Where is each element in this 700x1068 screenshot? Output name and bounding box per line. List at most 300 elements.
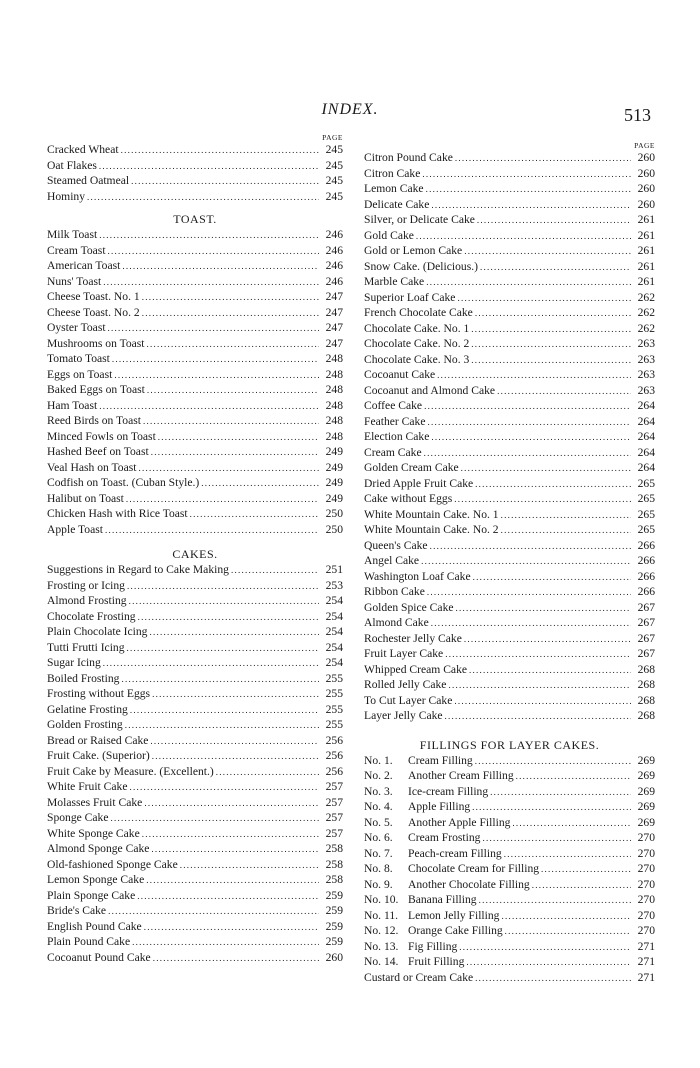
dot-leader [454, 693, 631, 710]
dot-leader [424, 445, 631, 462]
index-entry [364, 445, 655, 461]
index-entry [364, 243, 655, 259]
index-entry [47, 671, 343, 687]
entry-title: Superior Loaf Cake [364, 290, 456, 304]
entry-title: Golden Cream Cake [364, 461, 459, 474]
dot-leader [130, 702, 319, 719]
entry-page: 255 [325, 687, 343, 700]
dot-leader [501, 507, 631, 524]
index-entry [47, 686, 343, 702]
entry-title: Hominy [47, 189, 86, 203]
dot-leader [152, 686, 319, 703]
running-header-title: INDEX. [321, 101, 379, 118]
index-entry [47, 227, 343, 243]
index-entry [47, 367, 343, 383]
dot-leader [201, 475, 319, 492]
entry-title: Fig Filling [408, 939, 458, 953]
entry-page: 268 [637, 693, 655, 707]
dot-leader [152, 748, 319, 765]
entry-title: Old-fashioned Sponge Cake [47, 857, 178, 871]
index-entry [47, 429, 343, 445]
index-entry [364, 197, 655, 213]
dot-leader [471, 321, 631, 338]
dot-leader [455, 150, 631, 167]
entry-title: Apple Filling [408, 800, 471, 813]
entry-page: 260 [637, 151, 655, 164]
entry-title: Golden Frosting [47, 718, 123, 731]
index-entry [364, 460, 655, 476]
dot-leader [466, 954, 631, 971]
entry-page: 259 [325, 904, 343, 917]
index-entry [47, 258, 343, 274]
dot-leader [422, 166, 631, 183]
entry-page: 247 [325, 305, 343, 319]
entry-title: Chocolate Cake. No. 3 [364, 352, 470, 366]
index-entry [47, 475, 343, 491]
dot-leader [427, 584, 631, 601]
entry-page: 268 [637, 678, 655, 691]
entry-title: Chocolate Cake. No. 2 [364, 337, 470, 350]
index-entry [47, 733, 343, 749]
entry-page: 255 [325, 718, 343, 731]
dot-leader [445, 646, 631, 663]
entry-title: Ham Toast [47, 398, 98, 412]
dot-leader [424, 398, 631, 415]
entry-page: 265 [637, 492, 655, 505]
entry-title: White Mountain Cake. No. 2 [364, 523, 499, 536]
entry-title: Boiled Frosting [47, 671, 120, 685]
entry-title: French Chocolate Cake [364, 306, 473, 319]
entry-title: Bread or Raised Cake [47, 733, 149, 747]
dot-leader [437, 367, 631, 384]
dot-leader [142, 826, 319, 843]
index-entry [364, 212, 655, 228]
index-entry [47, 764, 343, 780]
dot-leader [480, 259, 631, 276]
entry-page: 249 [325, 491, 343, 505]
dot-leader [471, 336, 631, 353]
entry-title: Golden Spice Cake [364, 600, 454, 614]
index-entry [47, 336, 343, 352]
entry-page: 267 [637, 616, 655, 629]
index-entry [47, 640, 343, 656]
entry-page: 247 [325, 290, 343, 303]
dot-leader [190, 506, 319, 523]
entry-title: Lemon Sponge Cake [47, 873, 145, 886]
entry-title: Chocolate Frosting [47, 609, 136, 623]
dot-leader [137, 888, 319, 905]
entry-title: Citron Pound Cake [364, 151, 453, 164]
list-cakes-entries [47, 562, 343, 965]
entry-page: 271 [637, 970, 655, 984]
dot-leader [501, 908, 631, 925]
dot-leader [471, 352, 631, 369]
dot-leader [144, 795, 319, 812]
entry-page: 248 [325, 367, 343, 381]
dot-leader [99, 398, 319, 415]
index-entry [47, 810, 343, 826]
entry-page: 269 [637, 800, 655, 813]
dot-leader [532, 877, 631, 894]
entry-title: Gold Cake [364, 228, 414, 242]
dot-leader [482, 830, 631, 847]
index-entry [364, 662, 655, 678]
dot-leader [138, 609, 319, 626]
dot-leader [426, 181, 631, 198]
section-heading-fillings: FILLINGS FOR LAYER CAKES. [419, 737, 600, 752]
entry-title: Sugar Icing [47, 656, 101, 669]
entry-title: To Cut Layer Cake [364, 693, 453, 707]
index-entry [364, 367, 655, 383]
index-entry [47, 578, 343, 594]
index-column-left [47, 133, 343, 965]
entry-title: Chocolate Cream for Filling [408, 862, 540, 875]
entry-title: Halibut on Toast [47, 491, 124, 505]
entry-title: Cheese Toast. No. 2 [47, 305, 140, 319]
entry-page: 271 [637, 955, 655, 968]
entry-page: 256 [325, 749, 343, 762]
entry-page: 248 [325, 352, 343, 365]
entry-page: 266 [637, 585, 655, 598]
entry-page: 263 [637, 337, 655, 350]
index-entry [364, 677, 655, 693]
dot-leader [125, 717, 319, 734]
dot-leader [459, 939, 631, 956]
entry-page: 262 [637, 321, 655, 335]
index-entry [47, 950, 343, 966]
dot-leader [126, 491, 319, 508]
entry-page: 263 [637, 352, 655, 366]
dot-leader [142, 289, 319, 306]
index-entry [47, 872, 343, 888]
entry-page: 261 [637, 275, 655, 288]
entry-title: Almond Frosting [47, 594, 127, 607]
entry-title: Steamed Oatmeal [47, 174, 130, 187]
entry-page: 259 [325, 888, 343, 902]
entry-number: No. 9. [364, 877, 393, 891]
entry-title: Lemon Jelly Filling [408, 908, 500, 922]
entry-number: No. 3. [364, 784, 393, 798]
entry-title: White Sponge Cake [47, 826, 140, 840]
entry-page: 267 [637, 647, 655, 660]
entry-title: Gold or Lemon Cake [364, 244, 463, 257]
entry-title: Tomato Toast [47, 352, 110, 365]
entry-title: White Mountain Cake. No. 1 [364, 507, 499, 521]
entry-title: Bride's Cake [47, 904, 107, 917]
index-entry [47, 382, 343, 398]
dot-leader [142, 305, 319, 322]
entry-page: 249 [325, 460, 343, 474]
entry-title: Angel Cake [364, 554, 420, 567]
dot-leader [130, 779, 320, 796]
index-entry [364, 753, 655, 769]
dot-leader [541, 861, 631, 878]
dot-leader [87, 189, 319, 206]
entry-title: Cake without Eggs [364, 492, 453, 505]
entry-title: Delicate Cake [364, 197, 430, 211]
entry-title: Election Cake [364, 430, 430, 443]
entry-title: Banana Filling [408, 893, 477, 906]
entry-title: Frosting without Eggs [47, 687, 151, 700]
entry-title: Washington Loaf Cake [364, 569, 471, 583]
index-entry [47, 305, 343, 321]
entry-page: 265 [637, 523, 655, 536]
entry-title: Cream Frosting [408, 831, 481, 844]
dot-leader [501, 522, 631, 539]
index-entry [47, 289, 343, 305]
dot-leader [430, 538, 631, 555]
dot-leader [108, 903, 319, 920]
dot-leader [454, 491, 631, 508]
index-entry [47, 888, 343, 904]
entry-number: No. 11. [364, 908, 399, 922]
index-entry [47, 506, 343, 522]
entry-title: Marble Cake [364, 275, 425, 288]
entry-title: Plain Chocolate Icing [47, 625, 148, 638]
entry-title: Dried Apple Fruit Cake [364, 476, 474, 490]
index-entry [47, 717, 343, 733]
entry-page: 246 [325, 243, 343, 257]
entry-title: Chocolate Cake. No. 1 [364, 321, 470, 335]
entry-page: 260 [637, 182, 655, 195]
dot-leader [121, 671, 319, 688]
entry-page: 263 [637, 383, 655, 397]
dot-leader [445, 708, 631, 725]
entry-title: Gelatine Frosting [47, 702, 128, 716]
entry-title: Fruit Cake by Measure. (Excellent.) [47, 764, 214, 778]
index-entry [47, 491, 343, 507]
index-entry [364, 553, 655, 569]
dot-leader [111, 810, 319, 827]
entry-title: Feather Cake [364, 414, 426, 428]
dot-leader [475, 476, 631, 493]
dot-leader [144, 919, 319, 936]
entry-title: Cream Cake [364, 445, 422, 459]
dot-leader [112, 351, 319, 368]
dot-leader [127, 640, 319, 657]
entry-page: 269 [637, 815, 655, 829]
index-entry [47, 624, 343, 640]
index-entry [364, 181, 655, 197]
entry-page: 264 [637, 414, 655, 428]
entry-title: Milk Toast [47, 228, 98, 241]
dot-leader [475, 305, 631, 322]
entry-title: Another Chocolate Filling [408, 877, 530, 891]
entry-page: 259 [325, 919, 343, 933]
entry-number: No. 8. [364, 862, 393, 875]
entry-title: Eggs on Toast [47, 367, 113, 381]
index-entry [47, 522, 343, 538]
index-entry [364, 274, 655, 290]
index-entry [364, 830, 655, 846]
entry-title: White Fruit Cake [47, 780, 128, 793]
entry-title: Snow Cake. (Delicious.) [364, 259, 478, 273]
index-entry [47, 243, 343, 259]
dot-leader [147, 382, 319, 399]
entry-page: 260 [325, 950, 343, 964]
dot-leader [149, 624, 319, 641]
entry-title: Another Apple Filling [408, 815, 511, 829]
dot-leader [108, 320, 319, 337]
index-entry [47, 655, 343, 671]
entry-title: Oyster Toast [47, 321, 106, 334]
dot-leader [151, 841, 319, 858]
entry-title: Minced Fowls on Toast [47, 429, 156, 443]
entry-title: Silver, or Delicate Cake [364, 213, 475, 226]
entry-page: 256 [325, 764, 343, 778]
dot-leader [129, 593, 319, 610]
entry-page: 248 [325, 414, 343, 427]
index-entry [364, 150, 655, 166]
entry-page: 266 [637, 538, 655, 552]
entry-number: No. 7. [364, 846, 393, 860]
index-entry [364, 476, 655, 492]
entry-title: Chicken Hash with Rice Toast [47, 507, 188, 520]
dot-leader [472, 799, 631, 816]
entry-title: English Pound Cake [47, 919, 142, 933]
dot-leader [153, 950, 319, 967]
page-number: 513 [624, 105, 651, 125]
entry-title: Cheese Toast. No. 1 [47, 290, 140, 303]
index-entry [364, 970, 655, 986]
index-entry [364, 600, 655, 616]
index-entry [47, 795, 343, 811]
dot-leader [99, 227, 319, 244]
entry-title: Almond Cake [364, 616, 429, 629]
entry-page: 270 [637, 846, 655, 860]
entry-title: Coffee Cake [364, 399, 423, 412]
dot-leader [114, 367, 319, 384]
entry-page: 248 [325, 398, 343, 412]
entry-page: 271 [637, 939, 655, 953]
index-entry [364, 538, 655, 554]
entry-page: 268 [637, 662, 655, 676]
index-entry [364, 646, 655, 662]
page-column-label: PAGE [322, 133, 343, 142]
entry-page: 270 [637, 908, 655, 922]
dot-leader [99, 158, 319, 175]
entry-page: 261 [637, 213, 655, 226]
entry-page: 267 [637, 631, 655, 645]
entry-number: No. 10. [364, 893, 399, 906]
entry-title: American Toast [47, 259, 121, 272]
entry-page: 254 [325, 594, 343, 607]
index-entry [47, 609, 343, 625]
entry-page: 245 [325, 189, 343, 203]
index-entry [47, 351, 343, 367]
entry-title: Frosting or Icing [47, 578, 125, 592]
dot-leader [147, 336, 319, 353]
entry-page: 270 [637, 893, 655, 906]
dot-leader [497, 383, 631, 400]
index-entry [47, 398, 343, 414]
entry-title: Almond Sponge Cake [47, 842, 150, 855]
dot-leader [121, 142, 319, 159]
entry-page: 264 [637, 399, 655, 412]
entry-title: Ribbon Cake [364, 585, 425, 598]
dot-leader [461, 460, 631, 477]
entry-title: Suggestions in Regard to Cake Making [47, 563, 229, 576]
entry-number: No. 6. [364, 831, 393, 844]
entry-title: Fruit Filling [408, 955, 465, 968]
dot-leader [473, 569, 631, 586]
dot-leader [146, 872, 319, 889]
entry-page: 258 [325, 842, 343, 855]
index-entry [364, 708, 655, 724]
index-entry [47, 460, 343, 476]
entry-page: 257 [325, 826, 343, 840]
entry-page: 258 [325, 857, 343, 871]
entry-title: Plain Pound Cake [47, 935, 131, 948]
entry-page: 251 [325, 563, 343, 576]
entry-page: 253 [325, 578, 343, 592]
dot-leader [431, 197, 631, 214]
entry-page: 245 [325, 158, 343, 172]
index-entry [364, 398, 655, 414]
index-entry [47, 779, 343, 795]
entry-page: 270 [637, 877, 655, 891]
entry-page: 259 [325, 935, 343, 948]
index-entry [364, 259, 655, 275]
dot-leader [143, 413, 319, 430]
entry-number: No. 14. [364, 955, 399, 968]
dot-leader [216, 764, 319, 781]
index-entry [47, 748, 343, 764]
index-entry [364, 908, 655, 924]
entry-page: 247 [325, 321, 343, 334]
index-entry [364, 321, 655, 337]
entry-title: Molasses Fruit Cake [47, 795, 143, 809]
entry-page: 261 [637, 259, 655, 273]
entry-page: 265 [637, 507, 655, 521]
index-entry [364, 228, 655, 244]
dot-leader [131, 173, 319, 190]
index-entry [47, 142, 343, 158]
dot-leader [416, 228, 631, 245]
index-entry [47, 826, 343, 842]
entry-page: 266 [637, 569, 655, 583]
entry-number: No. 5. [364, 815, 393, 829]
entry-page: 250 [325, 522, 343, 536]
dot-leader [151, 444, 319, 461]
entry-title: Baked Eggs on Toast [47, 383, 145, 396]
entry-number: No. 13. [364, 939, 399, 953]
entry-page: 254 [325, 609, 343, 623]
dot-leader [469, 662, 631, 679]
entry-title: Codfish on Toast. (Cuban Style.) [47, 476, 200, 489]
dot-leader [456, 600, 631, 617]
entry-title: Cocoanut Cake [364, 368, 436, 381]
entry-title: Plain Sponge Cake [47, 888, 136, 902]
entry-page: 256 [325, 733, 343, 747]
section-heading-toast: TOAST. [173, 212, 217, 226]
entry-page: 255 [325, 702, 343, 716]
entry-title: Custard or Cream Cake [364, 970, 474, 984]
dot-leader [132, 934, 319, 951]
entry-page: 249 [325, 445, 343, 458]
entry-page: 248 [325, 429, 343, 443]
dot-leader [150, 733, 319, 750]
dot-leader [505, 923, 631, 940]
entry-page: 261 [637, 244, 655, 257]
index-entry [47, 444, 343, 460]
dot-leader [103, 655, 319, 672]
entry-title: Nuns' Toast [47, 274, 102, 288]
index-entry [47, 702, 343, 718]
entry-page: 265 [637, 476, 655, 490]
entry-page: 257 [325, 811, 343, 824]
entry-title: Apple Toast [47, 522, 103, 536]
